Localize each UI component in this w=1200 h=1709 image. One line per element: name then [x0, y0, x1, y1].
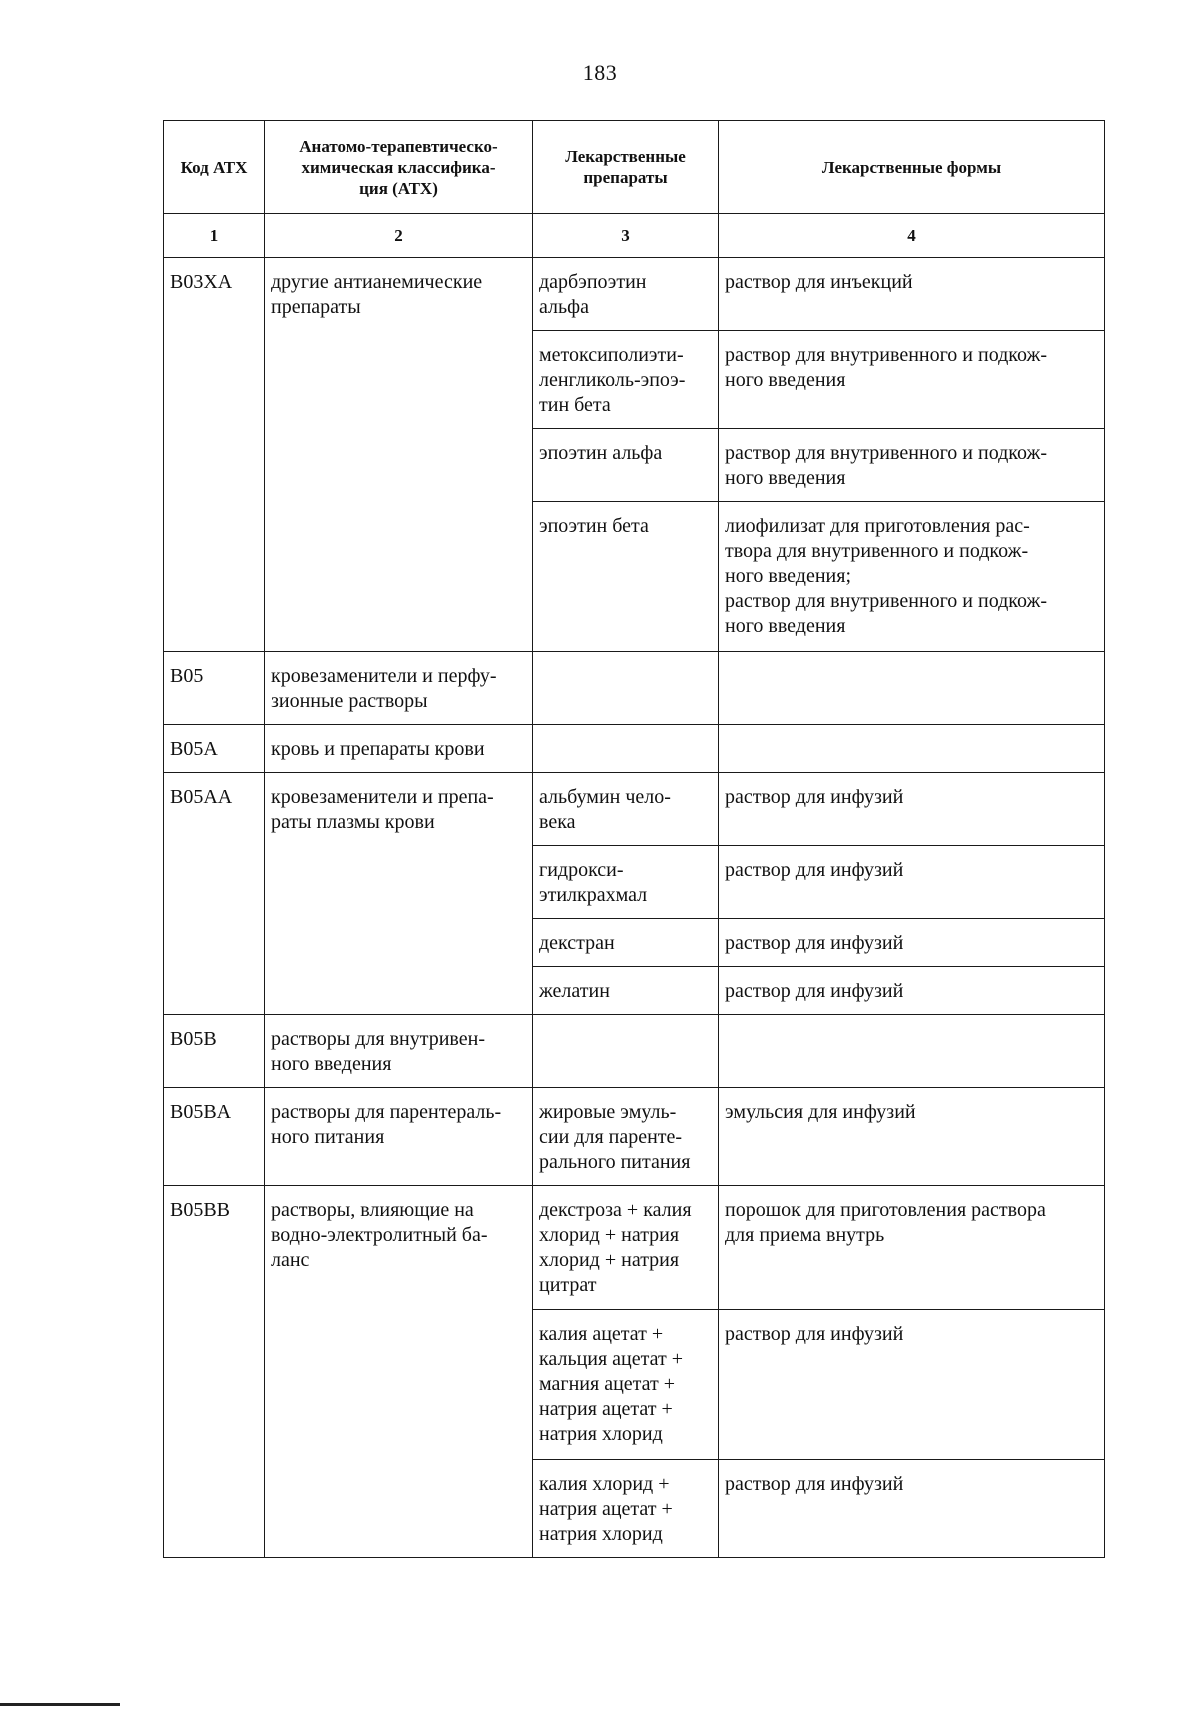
drug-cell: желатин: [533, 967, 719, 1015]
drug-cell: калия хлорид + натрия ацетат + натрия хлорид: [533, 1460, 719, 1558]
column-number: 3: [533, 214, 719, 258]
drug-cell: калия ацетат + кальция ацетат + магния ацетат + натрия ацетат + натрия хлорид: [533, 1310, 719, 1460]
drug-cell: [533, 652, 719, 725]
form-cell: раствор для инфузий: [719, 967, 1105, 1015]
drug-cell: жировые эмуль- сии для паренте- рального питания: [533, 1088, 719, 1186]
drug-cell: декстран: [533, 919, 719, 967]
atx-table: [163, 120, 1105, 1558]
column-number-row: [164, 214, 1105, 258]
code-cell: B05BB: [164, 1186, 265, 1558]
page-number: 183: [582, 60, 618, 85]
form-cell: раствор для инфузий: [719, 1460, 1105, 1558]
table-row: [164, 1088, 1105, 1186]
column-number: 2: [265, 214, 533, 258]
form-cell: эмульсия для инфузий: [719, 1088, 1105, 1186]
classification-cell: другие антианемические препараты: [265, 258, 533, 652]
header-forms: Лекарственные формы: [719, 121, 1105, 214]
column-number: 1: [164, 214, 265, 258]
form-cell: раствор для инфузий: [719, 846, 1105, 919]
form-cell: [719, 1015, 1105, 1088]
classification-cell: кровь и препараты крови: [265, 725, 533, 773]
drug-cell: эпоэтин альфа: [533, 429, 719, 502]
form-cell: раствор для инфузий: [719, 919, 1105, 967]
classification-cell: растворы для парентераль- ного питания: [265, 1088, 533, 1186]
classification-cell: растворы для внутривен- ного введения: [265, 1015, 533, 1088]
table-row: [164, 1186, 1105, 1310]
drug-cell: гидрокси- этилкрахмал: [533, 846, 719, 919]
form-cell: лиофилизат для приготовления рас- твора для внутривенного и подкож- ного введения; раствор для внутривенного и подкож- ного введения: [719, 502, 1105, 652]
code-cell: B05: [164, 652, 265, 725]
table-row: [164, 258, 1105, 331]
form-cell: раствор для внутривенного и подкож- ного введения: [719, 429, 1105, 502]
code-cell: B03XA: [164, 258, 265, 652]
drug-cell: метоксиполиэти- ленгликоль-эпоэ- тин бета: [533, 331, 719, 429]
table-row: [164, 773, 1105, 846]
classification-cell: растворы, влияющие на водно-электролитный ба- ланс: [265, 1186, 533, 1558]
form-cell: раствор для инфузий: [719, 773, 1105, 846]
drug-cell: альбумин чело- века: [533, 773, 719, 846]
classification-cell: кровезаменители и перфу- зионные растворы: [265, 652, 533, 725]
header-drugs: Лекарственные препараты: [533, 121, 719, 214]
classification-cell: кровезаменители и препа- раты плазмы крови: [265, 773, 533, 1015]
form-cell: порошок для приготовления раствора для приема внутрь: [719, 1186, 1105, 1310]
column-number: 4: [719, 214, 1105, 258]
code-cell: B05AA: [164, 773, 265, 1015]
drug-cell: [533, 1015, 719, 1088]
code-cell: B05BA: [164, 1088, 265, 1186]
form-cell: [719, 652, 1105, 725]
scan-edge-line: [0, 1703, 120, 1706]
header-code: Код АТХ: [164, 121, 265, 214]
code-cell: B05A: [164, 725, 265, 773]
header-classification: Анатомо-терапевтическо- химическая классифика- ция (АТХ): [265, 121, 533, 214]
drug-cell: эпоэтин бета: [533, 502, 719, 652]
table-header-row: [164, 121, 1105, 214]
table-row: [164, 725, 1105, 773]
table-row: [164, 652, 1105, 725]
form-cell: [719, 725, 1105, 773]
form-cell: раствор для инъекций: [719, 258, 1105, 331]
code-cell: B05B: [164, 1015, 265, 1088]
drug-cell: [533, 725, 719, 773]
table-row: [164, 1015, 1105, 1088]
drug-cell: дарбэпоэтин альфа: [533, 258, 719, 331]
form-cell: раствор для внутривенного и подкож- ного введения: [719, 331, 1105, 429]
form-cell: раствор для инфузий: [719, 1310, 1105, 1460]
drug-cell: декстроза + калия хлорид + натрия хлорид + натрия цитрат: [533, 1186, 719, 1310]
